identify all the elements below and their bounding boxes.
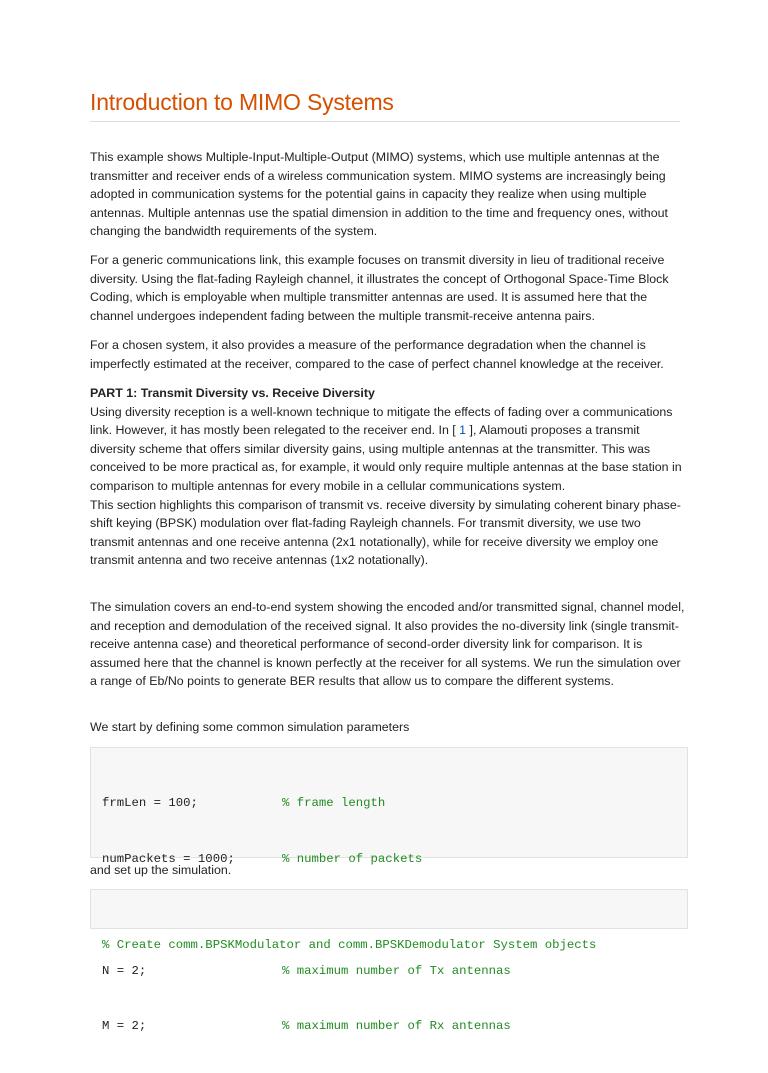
code-comment: % number of packets (282, 851, 423, 866)
part1-heading: PART 1: Transmit Diversity vs. Receive Diversity (90, 386, 375, 400)
part1-text-before-ref: Using diversity reception is a well-known technique to mitigate the effects of fading over a communications link. However, it has mostly been relegated to the receiver end. In [ (90, 404, 673, 438)
code-statement: N = 2; (102, 963, 147, 978)
code-comment: % Create comm.BPSKModulator and comm.BPSKDemodulator System objects (102, 938, 597, 953)
setup-code-block[interactable] (90, 889, 688, 953)
setup-intro: and set up the simulation. (90, 863, 232, 877)
simulation-paragraph: The simulation covers an end-to-end system showing the encoded and/or transmitted signal, channel model, and reception and demodulation of the received signal. It also provides the no-diversity link (single transmit- receive antenna case) and theoretical performance of second-order diversity link for comparison. It is assumed here that the channel is known perfectly at the receiver for all systems. We run the simulation over a range of Eb/No points to generate BER results that allow us to compare the different systems. (90, 600, 685, 689)
code-statement: M = 2; (102, 1019, 147, 1034)
code-line (102, 794, 676, 813)
parameters-intro: We start by defining some common simulation parameters (90, 720, 410, 734)
code-comment: % maximum number of Rx antennas (282, 1019, 511, 1034)
intro-paragraph: This example shows Multiple-Input-Multiple-Output (MIMO) systems, which use multiple antennas at the transmitter and receiver ends of a wireless communication system. MIMO systems are increasingly being adopted in communication systems for the potential gains in capacity they realize when using multiple antennas. Multiple antennas use the spatial dimension in addition to the time and frequency ones, without changing the bandwidth requirements of the system. (90, 150, 668, 239)
code-comment: % maximum number of Tx antennas (282, 963, 511, 978)
part1-text-after-ref: ], Alamouti proposes a transmit diversity scheme that offers similar diversity gains, using multiple antennas at the transmitter. This was conceived to be more practical as, for example, it would only require multiple antennas at the base station in comparison to multiple antennas for every mobile in a cellular communications system. (90, 423, 682, 493)
page-title: Introduction to MIMO Systems (90, 89, 394, 115)
comparison-paragraph: This section highlights this comparison of transmit vs. receive diversity by simulating coherent binary phase-shift keying (BPSK) modulation over flat-fading Rayleigh channels. For transmit diversity, we use two transmit antennas and one receive antenna (2x1 notationally), while for receive diversity we employ one transmit antenna and two receive antennas (1x2 notationally). (90, 497, 681, 568)
reference-link-1[interactable]: 1 (455, 423, 470, 438)
code-line (102, 1017, 676, 1036)
code-comment: % frame length (282, 796, 386, 811)
code-statement: numPackets = 1000; (102, 851, 235, 866)
part1-section (90, 384, 686, 570)
code-line (102, 936, 676, 955)
generic-link-paragraph: For a generic communications link, this example focuses on transmit diversity in lieu of traditional receive diversity. Using the flat-fading Rayleigh channel, it illustrates the concept of Orthogonal Space-Time Block Coding, which is employable when multiple transmitter antennas are used. It is assumed here that the channel undergoes independent fading between the multiple transmit-receive antenna pairs. (90, 253, 669, 323)
title-divider (90, 121, 680, 122)
code-statement: frmLen = 100; (102, 796, 198, 811)
chosen-system-paragraph: For a chosen system, it also provides a measure of the performance degradation when the channel is imperfectly estimated at the receiver, compared to the case of perfect channel knowledge at the receiver. (90, 338, 664, 371)
